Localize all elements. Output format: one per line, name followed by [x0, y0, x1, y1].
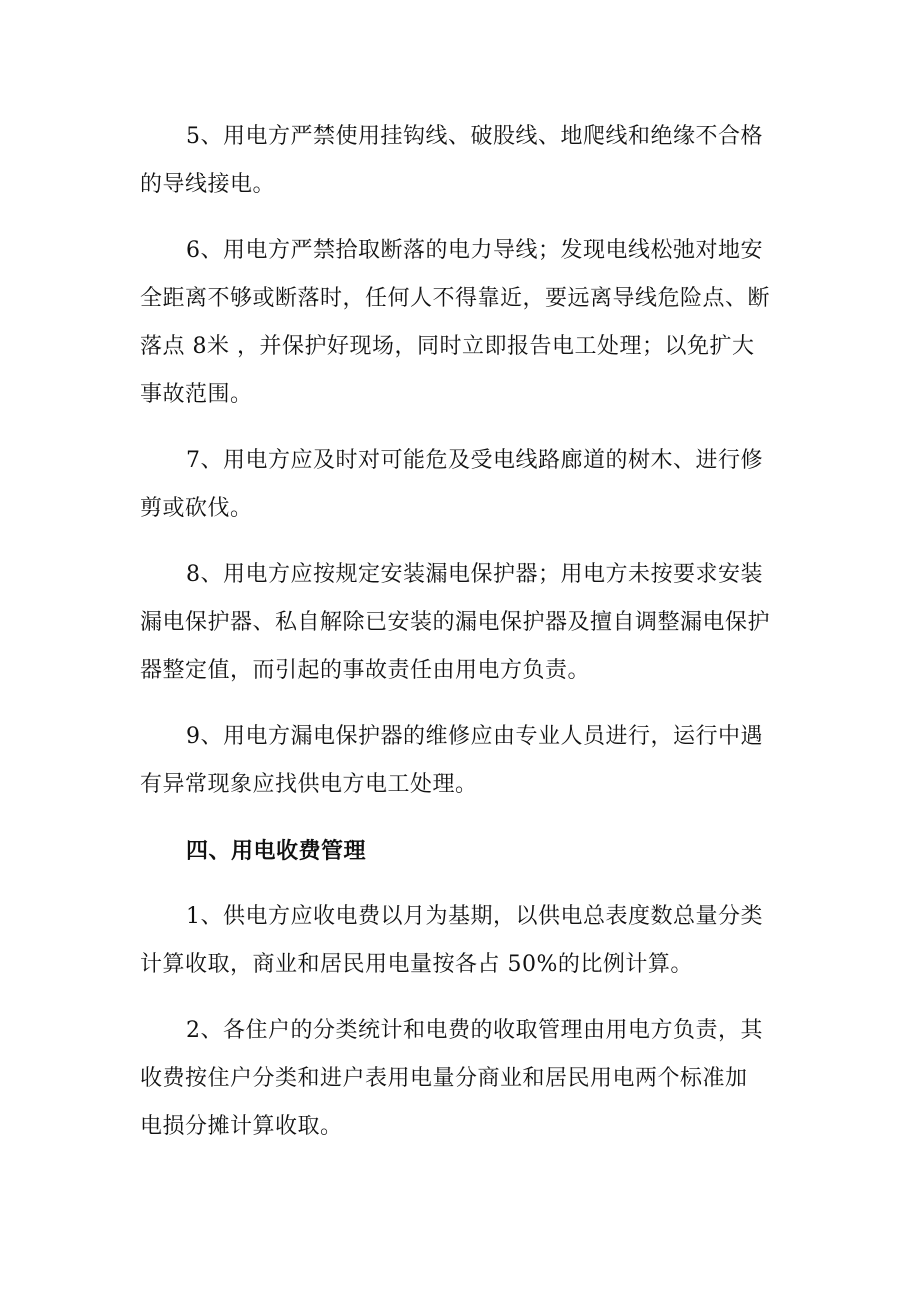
item-5-line-1: 5、用电方严禁使用挂钩线、破股线、地爬线和绝缘不合格 [186, 124, 763, 149]
fee-item-2-line-2: 收费按住户分类和进户表用电量分商业和居民用电两个标准加 [140, 1066, 748, 1091]
item-9-line-2: 有异常现象应找供电方电工处理。 [140, 772, 478, 797]
item-8-line-2: 漏电保护器、私自解除已安装的漏电保护器及擅自调整漏电保护 [140, 610, 771, 635]
item-6-line-3: 落点 8米 ，并保护好现场，同时立即报告电工处理；以免扩大 [140, 334, 755, 359]
fee-item-1-line-2: 计算收取，商业和居民用电量按各占 50%的比例计算。 [140, 952, 693, 977]
item-7-line-1: 7、用电方应及时对可能危及受电线路廊道的树木、进行修 [186, 448, 763, 473]
item-6-line-2: 全距离不够或断落时，任何人不得靠近，要远离导线危险点、断 [140, 286, 771, 311]
item-6-line-4: 事故范围。 [140, 382, 253, 407]
item-9-line-1: 9、用电方漏电保护器的维修应由专业人员进行，运行中遇 [186, 724, 763, 749]
item-7-line-2: 剪或砍伐。 [140, 496, 253, 521]
fee-item-2-line-3: 电损分摊计算收取。 [140, 1114, 343, 1139]
item-8-line-1: 8、用电方应按规定安装漏电保护器；用电方未按要求安装 [186, 562, 763, 587]
item-8-line-3: 器整定值，而引起的事故责任由用电方负责。 [140, 658, 591, 683]
section-heading: 四、用电收费管理 [186, 838, 367, 864]
fee-item-2-line-1: 2、各住户的分类统计和电费的收取管理由用电方负责，其 [186, 1018, 763, 1043]
fee-item-1-line-1: 1、供电方应收电费以月为基期，以供电总表度数总量分类 [186, 904, 763, 929]
item-5-line-2: 的导线接电。 [140, 172, 276, 197]
item-6-line-1: 6、用电方严禁拾取断落的电力导线；发现电线松弛对地安 [186, 238, 763, 263]
